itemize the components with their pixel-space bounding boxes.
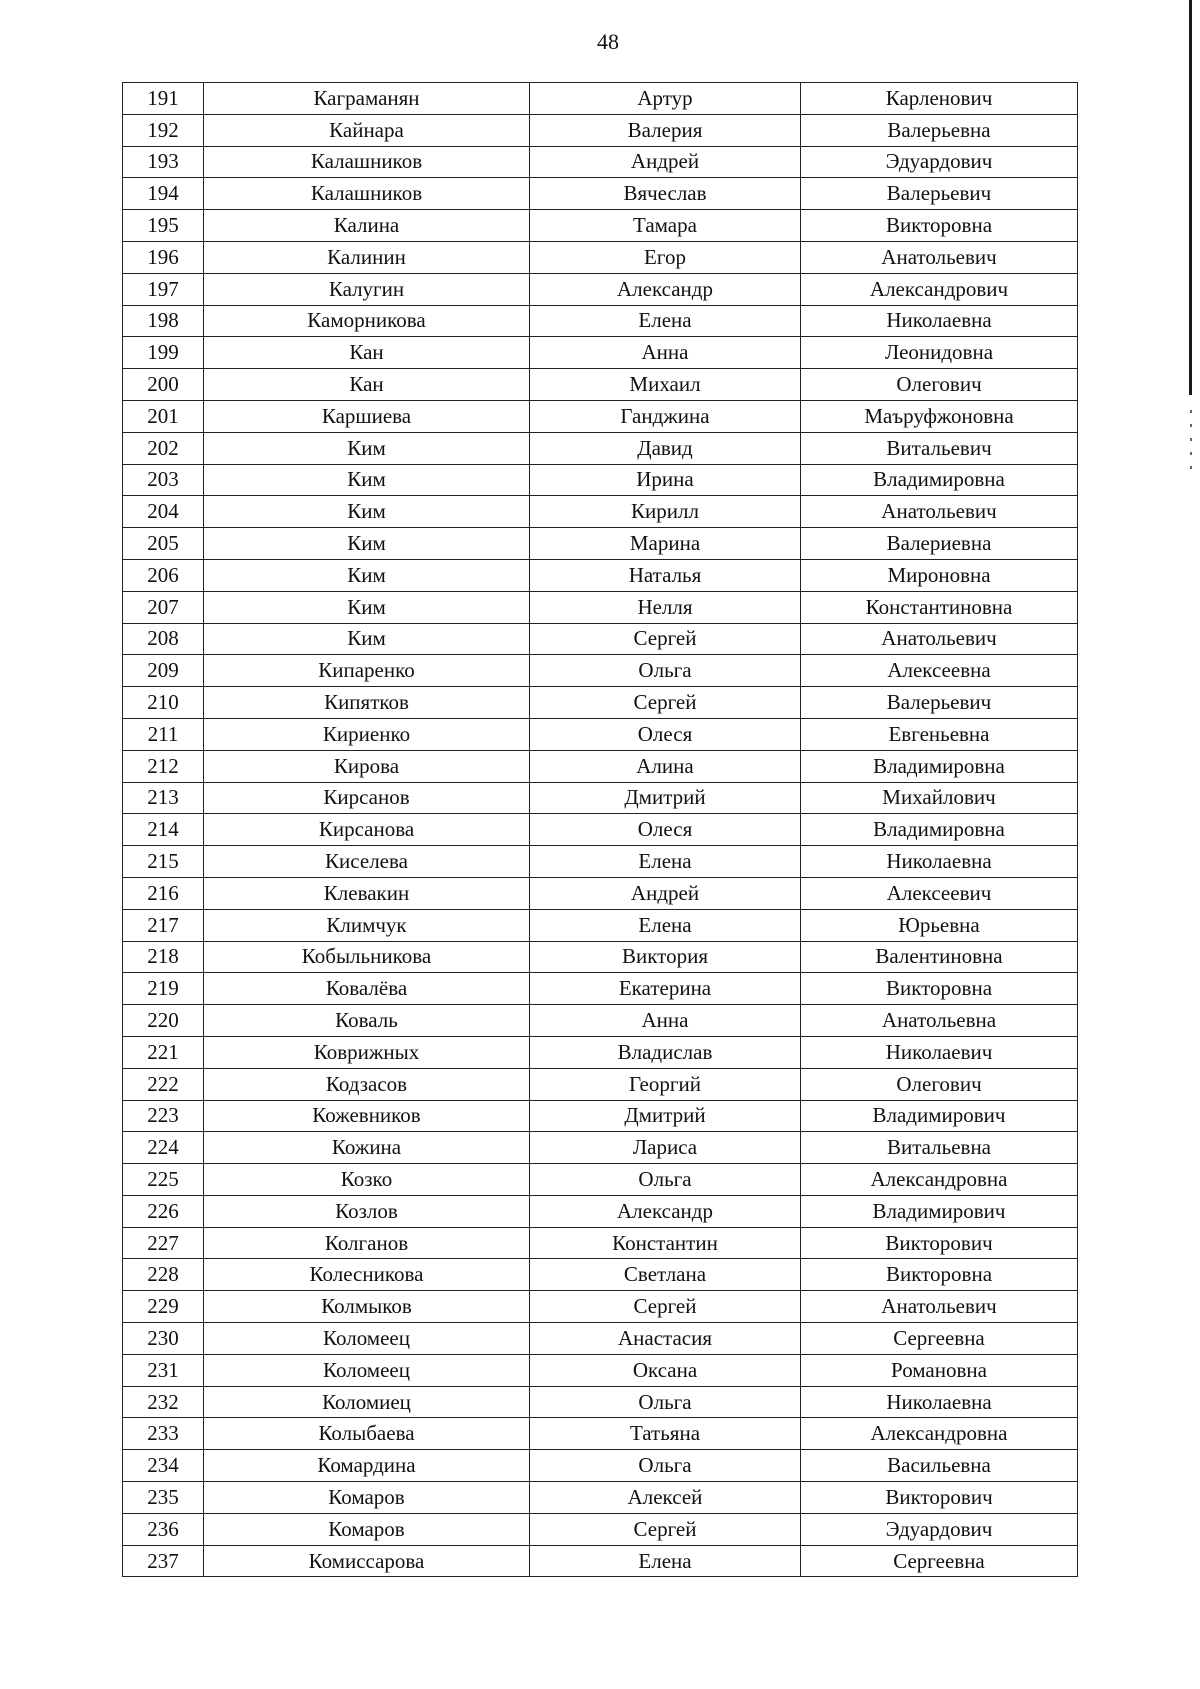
table-row	[123, 1259, 1078, 1291]
patronymic-cell: Витальевна	[801, 1132, 1078, 1164]
first-name-cell: Анна	[530, 1005, 801, 1037]
row-number-cell: 227	[123, 1227, 204, 1259]
row-number-cell: 205	[123, 528, 204, 560]
first-name-cell: Дмитрий	[530, 1100, 801, 1132]
patronymic-cell: Олегович	[801, 1068, 1078, 1100]
first-name-cell: Елена	[530, 909, 801, 941]
scan-edge-line	[1189, 0, 1192, 395]
table-row	[123, 1386, 1078, 1418]
surname-cell: Кожевников	[204, 1100, 530, 1132]
table-row	[123, 305, 1078, 337]
first-name-cell: Анастасия	[530, 1323, 801, 1355]
first-name-cell: Виктория	[530, 941, 801, 973]
patronymic-cell: Валерьевич	[801, 687, 1078, 719]
first-name-cell: Елена	[530, 1545, 801, 1577]
surname-cell: Кайнара	[204, 114, 530, 146]
surname-cell: Ковалёва	[204, 973, 530, 1005]
patronymic-cell: Олегович	[801, 369, 1078, 401]
patronymic-cell: Александровна	[801, 1418, 1078, 1450]
patronymic-cell: Владимирович	[801, 1195, 1078, 1227]
surname-cell: Климчук	[204, 909, 530, 941]
row-number-cell: 193	[123, 146, 204, 178]
first-name-cell: Ирина	[530, 464, 801, 496]
surname-cell: Киселева	[204, 846, 530, 878]
table-row	[123, 83, 1078, 115]
surname-cell: Каграманян	[204, 83, 530, 115]
patronymic-cell: Николаевна	[801, 846, 1078, 878]
table-row	[123, 1323, 1078, 1355]
first-name-cell: Константин	[530, 1227, 801, 1259]
surname-cell: Коломеец	[204, 1354, 530, 1386]
surname-cell: Кан	[204, 337, 530, 369]
patronymic-cell: Сергеевна	[801, 1323, 1078, 1355]
row-number-cell: 199	[123, 337, 204, 369]
first-name-cell: Лариса	[530, 1132, 801, 1164]
patronymic-cell: Леонидовна	[801, 337, 1078, 369]
table-row	[123, 1418, 1078, 1450]
row-number-cell: 220	[123, 1005, 204, 1037]
row-number-cell: 237	[123, 1545, 204, 1577]
surname-cell: Клевакин	[204, 877, 530, 909]
surname-cell: Кипаренко	[204, 655, 530, 687]
surname-cell: Ким	[204, 464, 530, 496]
table-row	[123, 241, 1078, 273]
first-name-cell: Оксана	[530, 1354, 801, 1386]
patronymic-cell: Владимировна	[801, 464, 1078, 496]
first-name-cell: Ольга	[530, 1450, 801, 1482]
surname-cell: Ким	[204, 591, 530, 623]
first-name-cell: Олеся	[530, 718, 801, 750]
first-name-cell: Георгий	[530, 1068, 801, 1100]
patronymic-cell: Валентиновна	[801, 941, 1078, 973]
surname-cell: Кан	[204, 369, 530, 401]
first-name-cell: Вячеслав	[530, 178, 801, 210]
surname-cell: Коломиец	[204, 1386, 530, 1418]
row-number-cell: 223	[123, 1100, 204, 1132]
row-number-cell: 204	[123, 496, 204, 528]
first-name-cell: Ольга	[530, 1386, 801, 1418]
row-number-cell: 214	[123, 814, 204, 846]
patronymic-cell: Эдуардович	[801, 1513, 1078, 1545]
table-row	[123, 687, 1078, 719]
first-name-cell: Марина	[530, 528, 801, 560]
table-row	[123, 718, 1078, 750]
row-number-cell: 209	[123, 655, 204, 687]
first-name-cell: Александр	[530, 1195, 801, 1227]
patronymic-cell: Владимировна	[801, 814, 1078, 846]
table-row	[123, 337, 1078, 369]
table-row	[123, 1068, 1078, 1100]
first-name-cell: Ольга	[530, 655, 801, 687]
table-row	[123, 528, 1078, 560]
patronymic-cell: Анатольевна	[801, 1005, 1078, 1037]
surname-cell: Калина	[204, 210, 530, 242]
patronymic-cell: Владимировна	[801, 750, 1078, 782]
first-name-cell: Александр	[530, 273, 801, 305]
first-name-cell: Елена	[530, 305, 801, 337]
surname-cell: Калугин	[204, 273, 530, 305]
surname-cell: Калашников	[204, 178, 530, 210]
patronymic-cell: Владимирович	[801, 1100, 1078, 1132]
patronymic-cell: Сергеевна	[801, 1545, 1078, 1577]
first-name-cell: Наталья	[530, 559, 801, 591]
surname-cell: Колесникова	[204, 1259, 530, 1291]
table-row	[123, 1354, 1078, 1386]
first-name-cell: Андрей	[530, 877, 801, 909]
surname-cell: Кодзасов	[204, 1068, 530, 1100]
first-name-cell: Сергей	[530, 623, 801, 655]
patronymic-cell: Николаевна	[801, 1386, 1078, 1418]
row-number-cell: 230	[123, 1323, 204, 1355]
patronymic-cell: Викторовна	[801, 973, 1078, 1005]
first-name-cell: Егор	[530, 241, 801, 273]
patronymic-cell: Викторовна	[801, 1259, 1078, 1291]
surname-cell: Козко	[204, 1164, 530, 1196]
row-number-cell: 192	[123, 114, 204, 146]
patronymic-cell: Викторович	[801, 1227, 1078, 1259]
table-row	[123, 750, 1078, 782]
patronymic-cell: Васильевна	[801, 1450, 1078, 1482]
patronymic-cell: Александровна	[801, 1164, 1078, 1196]
row-number-cell: 229	[123, 1291, 204, 1323]
patronymic-cell: Анатольевич	[801, 241, 1078, 273]
table-row	[123, 591, 1078, 623]
table-row	[123, 400, 1078, 432]
table-row	[123, 1513, 1078, 1545]
patronymic-cell: Анатольевич	[801, 623, 1078, 655]
surname-cell: Каршиева	[204, 400, 530, 432]
patronymic-cell: Мироновна	[801, 559, 1078, 591]
row-number-cell: 228	[123, 1259, 204, 1291]
table-row	[123, 369, 1078, 401]
table-row	[123, 464, 1078, 496]
patronymic-cell: Викторович	[801, 1482, 1078, 1514]
surname-cell: Комиссарова	[204, 1545, 530, 1577]
surname-cell: Комаров	[204, 1482, 530, 1514]
table-row	[123, 1291, 1078, 1323]
table-row	[123, 496, 1078, 528]
first-name-cell: Сергей	[530, 1513, 801, 1545]
row-number-cell: 203	[123, 464, 204, 496]
table-row	[123, 178, 1078, 210]
table-row	[123, 146, 1078, 178]
row-number-cell: 198	[123, 305, 204, 337]
patronymic-cell: Алексеевич	[801, 877, 1078, 909]
patronymic-cell: Карленович	[801, 83, 1078, 115]
surname-cell: Колганов	[204, 1227, 530, 1259]
row-number-cell: 232	[123, 1386, 204, 1418]
patronymic-cell: Романовна	[801, 1354, 1078, 1386]
surname-cell: Калашников	[204, 146, 530, 178]
surname-cell: Комаров	[204, 1513, 530, 1545]
patronymic-cell: Алексеевна	[801, 655, 1078, 687]
row-number-cell: 234	[123, 1450, 204, 1482]
first-name-cell: Дмитрий	[530, 782, 801, 814]
row-number-cell: 207	[123, 591, 204, 623]
patronymic-cell: Анатольевич	[801, 1291, 1078, 1323]
table-row	[123, 1227, 1078, 1259]
row-number-cell: 224	[123, 1132, 204, 1164]
patronymic-cell: Валерьевна	[801, 114, 1078, 146]
surname-cell: Колмыков	[204, 1291, 530, 1323]
first-name-cell: Ганджина	[530, 400, 801, 432]
row-number-cell: 195	[123, 210, 204, 242]
table-row	[123, 1036, 1078, 1068]
table-row	[123, 210, 1078, 242]
first-name-cell: Михаил	[530, 369, 801, 401]
surname-cell: Коваль	[204, 1005, 530, 1037]
row-number-cell: 211	[123, 718, 204, 750]
first-name-cell: Татьяна	[530, 1418, 801, 1450]
row-number-cell: 222	[123, 1068, 204, 1100]
row-number-cell: 210	[123, 687, 204, 719]
patronymic-cell: Валерьевич	[801, 178, 1078, 210]
surname-cell: Козлов	[204, 1195, 530, 1227]
first-name-cell: Елена	[530, 846, 801, 878]
first-name-cell: Тамара	[530, 210, 801, 242]
table-row	[123, 655, 1078, 687]
row-number-cell: 236	[123, 1513, 204, 1545]
row-number-cell: 216	[123, 877, 204, 909]
surname-cell: Комардина	[204, 1450, 530, 1482]
row-number-cell: 196	[123, 241, 204, 273]
row-number-cell: 200	[123, 369, 204, 401]
patronymic-cell: Анатольевич	[801, 496, 1078, 528]
row-number-cell: 213	[123, 782, 204, 814]
surname-cell: Коврижных	[204, 1036, 530, 1068]
row-number-cell: 208	[123, 623, 204, 655]
patronymic-cell: Михайлович	[801, 782, 1078, 814]
patronymic-cell: Маъруфжоновна	[801, 400, 1078, 432]
first-name-cell: Нелля	[530, 591, 801, 623]
surname-cell: Колыбаева	[204, 1418, 530, 1450]
surname-cell: Кирсанов	[204, 782, 530, 814]
table-row	[123, 1545, 1078, 1577]
row-number-cell: 201	[123, 400, 204, 432]
first-name-cell: Екатерина	[530, 973, 801, 1005]
row-number-cell: 219	[123, 973, 204, 1005]
names-table	[122, 82, 1078, 1577]
table-row	[123, 1482, 1078, 1514]
first-name-cell: Алексей	[530, 1482, 801, 1514]
patronymic-cell: Витальевич	[801, 432, 1078, 464]
surname-cell: Кириенко	[204, 718, 530, 750]
first-name-cell: Алина	[530, 750, 801, 782]
row-number-cell: 206	[123, 559, 204, 591]
surname-cell: Кирова	[204, 750, 530, 782]
surname-cell: Ким	[204, 623, 530, 655]
row-number-cell: 235	[123, 1482, 204, 1514]
table-row	[123, 273, 1078, 305]
scan-edge-marks	[1190, 410, 1192, 470]
first-name-cell: Кирилл	[530, 496, 801, 528]
surname-cell: Кипятков	[204, 687, 530, 719]
first-name-cell: Владислав	[530, 1036, 801, 1068]
patronymic-cell: Александрович	[801, 273, 1078, 305]
patronymic-cell: Николаевна	[801, 305, 1078, 337]
patronymic-cell: Евгеньевна	[801, 718, 1078, 750]
table-row	[123, 846, 1078, 878]
table-row	[123, 1164, 1078, 1196]
surname-cell: Ким	[204, 528, 530, 560]
surname-cell: Кирсанова	[204, 814, 530, 846]
row-number-cell: 202	[123, 432, 204, 464]
table-row	[123, 1100, 1078, 1132]
row-number-cell: 233	[123, 1418, 204, 1450]
surname-cell: Коломеец	[204, 1323, 530, 1355]
row-number-cell: 221	[123, 1036, 204, 1068]
row-number-cell: 218	[123, 941, 204, 973]
table-row	[123, 559, 1078, 591]
surname-cell: Каморникова	[204, 305, 530, 337]
table-row	[123, 432, 1078, 464]
surname-cell: Ким	[204, 432, 530, 464]
table-row	[123, 1195, 1078, 1227]
first-name-cell: Ольга	[530, 1164, 801, 1196]
table-row	[123, 782, 1078, 814]
first-name-cell: Сергей	[530, 1291, 801, 1323]
patronymic-cell: Эдуардович	[801, 146, 1078, 178]
table-row	[123, 941, 1078, 973]
row-number-cell: 226	[123, 1195, 204, 1227]
row-number-cell: 191	[123, 83, 204, 115]
first-name-cell: Валерия	[530, 114, 801, 146]
first-name-cell: Давид	[530, 432, 801, 464]
surname-cell: Калинин	[204, 241, 530, 273]
first-name-cell: Андрей	[530, 146, 801, 178]
first-name-cell: Олеся	[530, 814, 801, 846]
first-name-cell: Артур	[530, 83, 801, 115]
table-row	[123, 973, 1078, 1005]
row-number-cell: 194	[123, 178, 204, 210]
surname-cell: Кожина	[204, 1132, 530, 1164]
row-number-cell: 231	[123, 1354, 204, 1386]
first-name-cell: Анна	[530, 337, 801, 369]
surname-cell: Ким	[204, 559, 530, 591]
row-number-cell: 225	[123, 1164, 204, 1196]
names-table-body	[123, 83, 1078, 1577]
page-number: 48	[597, 29, 619, 54]
patronymic-cell: Валериевна	[801, 528, 1078, 560]
first-name-cell: Светлана	[530, 1259, 801, 1291]
table-row	[123, 1005, 1078, 1037]
table-row	[123, 1450, 1078, 1482]
row-number-cell: 197	[123, 273, 204, 305]
row-number-cell: 217	[123, 909, 204, 941]
patronymic-cell: Николаевич	[801, 1036, 1078, 1068]
row-number-cell: 215	[123, 846, 204, 878]
surname-cell: Кобыльникова	[204, 941, 530, 973]
surname-cell: Ким	[204, 496, 530, 528]
patronymic-cell: Юрьевна	[801, 909, 1078, 941]
table-row	[123, 1132, 1078, 1164]
first-name-cell: Сергей	[530, 687, 801, 719]
table-row	[123, 114, 1078, 146]
table-row	[123, 814, 1078, 846]
table-row	[123, 909, 1078, 941]
row-number-cell: 212	[123, 750, 204, 782]
table-row	[123, 623, 1078, 655]
patronymic-cell: Константиновна	[801, 591, 1078, 623]
patronymic-cell: Викторовна	[801, 210, 1078, 242]
table-row	[123, 877, 1078, 909]
